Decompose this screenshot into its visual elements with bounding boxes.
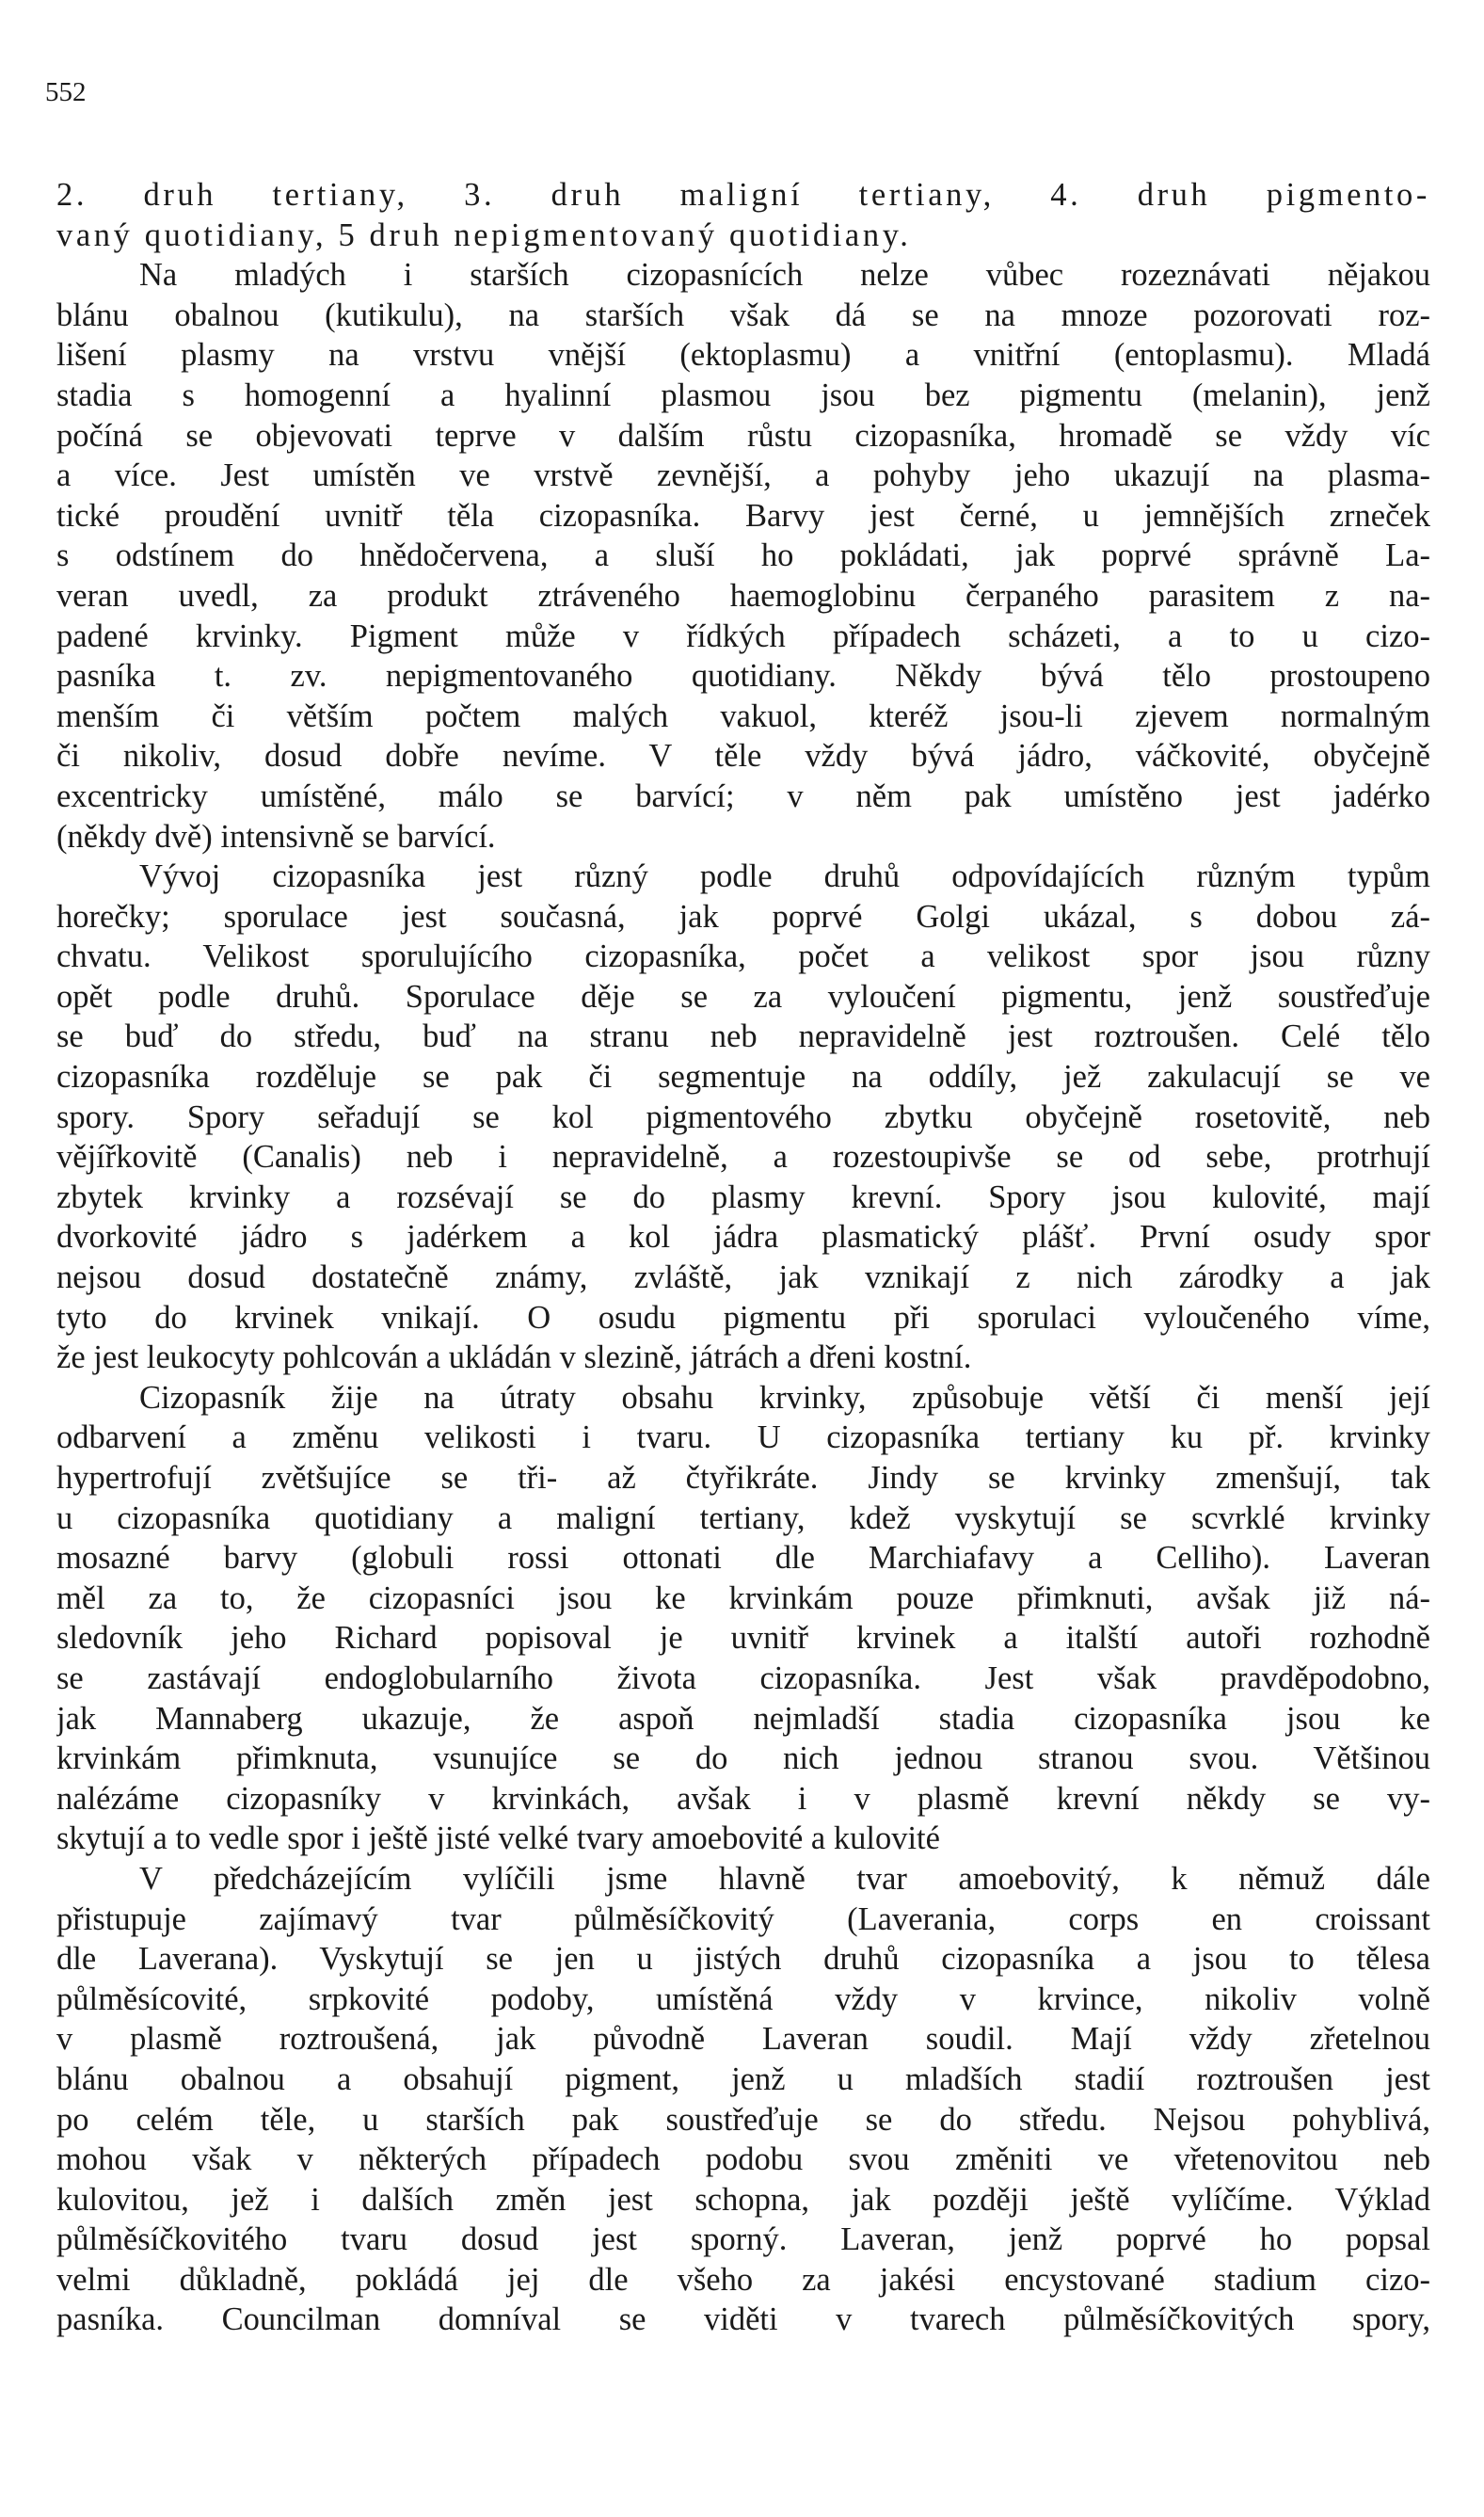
text-line: dvorkovité jádro s jadérkem a kol jádra plasmatický plášť. První osudy spor: [56, 1219, 1430, 1256]
body-text: [56, 175, 1430, 2340]
text-line: přistupuje zajímavý tvar půlměsíčkovitý (Laverania, corps en croissant: [56, 1900, 1430, 1937]
text-line: půlměsícovité, srpkovité podoby, umístěná vždy v krvince, nikoliv volně: [56, 1980, 1430, 2017]
text-line: nejsou dosud dostatečně známy, zvláště, jak vznikají z nich zárodky a jak: [56, 1259, 1430, 1296]
text-line: kulovitou, jež i dalších změn jest schopna, jak později ještě vylíčíme. Výklad: [56, 2181, 1430, 2218]
text-line: Vývoj cizopasníka jest různý podle druhů odpovídajících různým typům: [139, 858, 1430, 895]
text-line: u cizopasníka quotidiany a maligní tertiany, kdež vyskytují se scvrklé krvinky: [56, 1499, 1430, 1536]
text-line: v plasmě roztroušená, jak původně Laveran soudil. Mají vždy zřetelnou: [56, 2021, 1430, 2058]
text-line: s odstínem do hnědočervena, a sluší ho pokládati, jak poprvé správně La-: [56, 537, 1430, 574]
text-line: odbarvení a změnu velikosti i tvaru. U cizopasníka tertiany ku př. krvinky: [56, 1419, 1430, 1456]
text-line: či nikoliv, dosud dobře nevíme. V těle vždy bývá jádro, váčkovité, obyčejně: [56, 738, 1430, 775]
text-line: Cizopasník žije na útraty obsahu krvinky, způsobuje větší či menší její: [139, 1379, 1430, 1416]
text-line: cizopasníka rozděluje se pak či segmentuje na oddíly, jež zakulacují se ve: [56, 1059, 1430, 1096]
text-line: sledovník jeho Richard popisoval je uvnitř krvinek a italští autoři rozhodně: [56, 1620, 1430, 1657]
text-line: pasníka t. zv. nepigmentovaného quotidiany. Někdy bývá tělo prostoupeno: [56, 658, 1430, 695]
text-line: půlměsíčkovitého tvaru dosud jest sporný. Laveran, jenž poprvé ho popsal: [56, 2221, 1430, 2258]
text-line: chvatu. Velikost sporulujícího cizopasníka, počet a velikost spor jsou různy: [56, 938, 1430, 975]
text-line: počíná se objevovati teprve v dalším růstu cizopasníka, hromadě se vždy víc: [56, 417, 1430, 454]
text-line: měl za to, že cizopasníci jsou ke krvinkám pouze přimknuti, avšak již ná-: [56, 1579, 1430, 1616]
text-line: mohou však v některých případech podobu svou změniti ve vřetenovitou neb: [56, 2141, 1430, 2178]
text-line: tyto do krvinek vnikají. O osudu pigmentu při sporulaci vyloučeného víme,: [56, 1299, 1430, 1336]
text-line: blánu obalnou a obsahují pigment, jenž u mladších stadií roztroušen jest: [56, 2060, 1430, 2097]
text-line: spory. Spory seřadují se kol pigmentového zbytku obyčejně rosetovitě, neb: [56, 1098, 1430, 1135]
text-line: a více. Jest umístěn ve vrstvě zevnější, a pohyby jeho ukazují na plasma-: [56, 457, 1430, 494]
text-line: tické proudění uvnitř těla cizopasníka. Barvy jest černé, u jemnějších zrneček: [56, 497, 1430, 534]
text-line: padené krvinky. Pigment může v řídkých případech scházeti, a to u cizo-: [56, 617, 1430, 654]
page-number: 552: [45, 77, 87, 107]
text-line: dle Laverana). Vyskytují se jen u jistých druhů cizopasníka a jsou to tělesa: [56, 1941, 1430, 1978]
text-line: veran uvedl, za produkt ztráveného haemoglobinu čerpaného parasitem z na-: [56, 577, 1430, 614]
text-line: hypertrofují zvětšujíce se tři- až čtyřikráte. Jindy se krvinky zmenšují, tak: [56, 1460, 1430, 1496]
text-line: V předcházejícím vylíčili jsme hlavně tvar amoebovitý, k němuž dále: [139, 1860, 1430, 1897]
text-line: 2. druh tertiany, 3. druh maligní tertiany, 4. druh pigmento-: [56, 177, 1430, 213]
text-line: mosazné barvy (globuli rossi ottonati dle Marchiafavy a Celliho). Laveran: [56, 1540, 1430, 1577]
text-line: vějířkovitě (Canalis) neb i nepravidelně, a rozestoupivše se od sebe, protrhují: [56, 1139, 1430, 1176]
text-line: vaný quotidiany, 5 druh nepigmentovaný quotidiany.: [56, 216, 912, 253]
text-line: krvinkám přimknuta, vsunujíce se do nich jednou stranou svou. Většinou: [56, 1740, 1430, 1777]
text-line: pasníka. Councilman domníval se viděti v tvarech půlměsíčkovitých spory,: [56, 2301, 1430, 2338]
text-line: nalézáme cizopasníky v krvinkách, avšak i v plasmě krevní někdy se vy-: [56, 1780, 1430, 1817]
text-line: excentricky umístěné, málo se barvící; v něm pak umístěno jest jadérko: [56, 778, 1430, 814]
text-line: menším či větším počtem malých vakuol, kteréž jsou-li zjevem normalným: [56, 697, 1430, 734]
text-line: blánu obalnou (kutikulu), na starších však dá se na mnoze pozorovati roz-: [56, 297, 1430, 333]
text-line: jak Mannaberg ukazuje, že aspoň nejmladší stadia cizopasníka jsou ke: [56, 1700, 1430, 1737]
text-line: se buď do středu, buď na stranu neb nepravidelně jest roztroušen. Celé tělo: [56, 1018, 1430, 1055]
text-line: opět podle druhů. Sporulace děje se za vyloučení pigmentu, jenž soustřeďuje: [56, 978, 1430, 1015]
text-line: lišení plasmy na vrstvu vnější (ektoplasmu) a vnitřní (entoplasmu). Mladá: [56, 337, 1430, 374]
text-line: horečky; sporulace jest současná, jak poprvé Golgi ukázal, s dobou zá-: [56, 898, 1430, 935]
text-line: skytují a to vedle spor i ještě jisté velké tvary amoebovité a kulovité: [56, 1820, 940, 1857]
text-line: Na mladých i starších cizopasnících nelze vůbec rozeznávati nějakou: [139, 257, 1430, 294]
text-line: (někdy dvě) intensivně se barvící.: [56, 818, 496, 855]
text-line: velmi důkladně, pokládá jej dle všeho za jakési encystované stadium cizo-: [56, 2261, 1430, 2298]
text-line: se zastávají endoglobularního života cizopasníka. Jest však pravděpodobno,: [56, 1659, 1430, 1696]
text-line: zbytek krvinky a rozsévají se do plasmy krevní. Spory jsou kulovité, mají: [56, 1178, 1430, 1215]
text-line: stadia s homogenní a hyalinní plasmou jsou bez pigmentu (melanin), jenž: [56, 377, 1430, 413]
text-line: že jest leukocyty pohlcován a ukládán v slezině, játrách a dřeni kostní.: [56, 1339, 972, 1376]
text-line: po celém těle, u starších pak soustřeďuje se do středu. Nejsou pohyblivá,: [56, 2101, 1430, 2138]
